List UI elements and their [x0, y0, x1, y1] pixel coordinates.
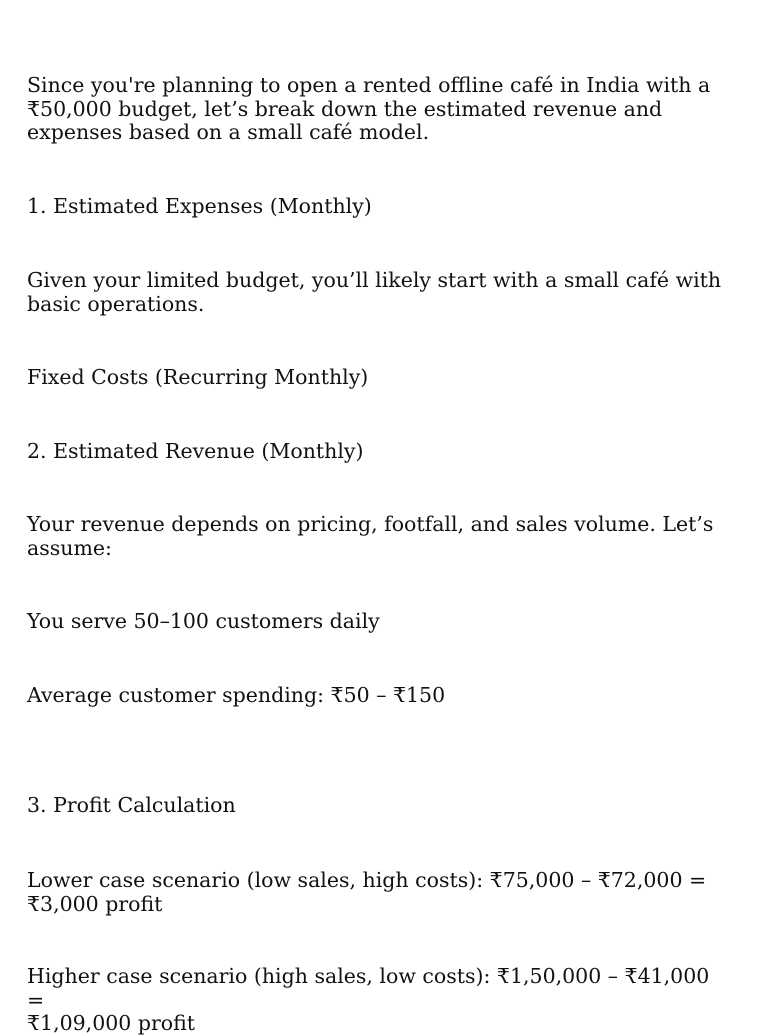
fixed-costs-text: Fixed Costs (Recurring Monthly) — [27, 365, 369, 389]
budget-line-2: basic operations. — [27, 291, 205, 316]
section-heading-expenses — [27, 195, 372, 219]
intro-line-3: expenses based on a small café model. — [27, 120, 430, 144]
heading-profit-text: 3. Profit Calculation — [27, 793, 236, 817]
budget-line-1: Given your limited budget, you’ll likely start with a small café with — [27, 268, 722, 292]
fixed-costs-label — [27, 366, 368, 390]
revenue-paragraph — [27, 513, 713, 560]
higher-scenario-line-1: Higher case scenario (high sales, low costs): ₹1,50,000 – ₹41,000 = — [27, 964, 710, 1012]
higher-scenario-line-2: ₹1,09,000 profit — [27, 1011, 196, 1035]
heading-revenue-text: 2. Estimated Revenue (Monthly) — [27, 439, 364, 463]
lower-scenario-line-2: ₹3,000 profit — [27, 891, 163, 916]
lower-scenario-line-1: Lower case scenario (low sales, high costs): ₹75,000 – ₹72,000 = — [27, 868, 707, 892]
customers-daily-text: You serve 50–100 customers daily — [27, 609, 380, 633]
higher-case-scenario — [27, 965, 727, 1036]
budget-paragraph — [27, 269, 721, 316]
intro-line-1: Since you're planning to open a rented offline café in India with a — [27, 73, 711, 97]
intro-line-2: ₹50,000 budget, let’s break down the estimated revenue and — [27, 96, 663, 121]
section-heading-revenue — [27, 440, 363, 464]
customers-daily — [27, 610, 380, 634]
lower-case-scenario — [27, 869, 706, 916]
average-spending — [27, 684, 445, 708]
average-spending-text: Average customer spending: ₹50 – ₹150 — [27, 683, 446, 707]
section-heading-profit — [27, 794, 236, 818]
revenue-line-1: Your revenue depends on pricing, footfall, and sales volume. Let’s — [27, 512, 714, 536]
intro-paragraph — [27, 74, 710, 145]
heading-expenses-text: 1. Estimated Expenses (Monthly) — [27, 194, 372, 218]
revenue-line-2: assume: — [27, 535, 112, 560]
